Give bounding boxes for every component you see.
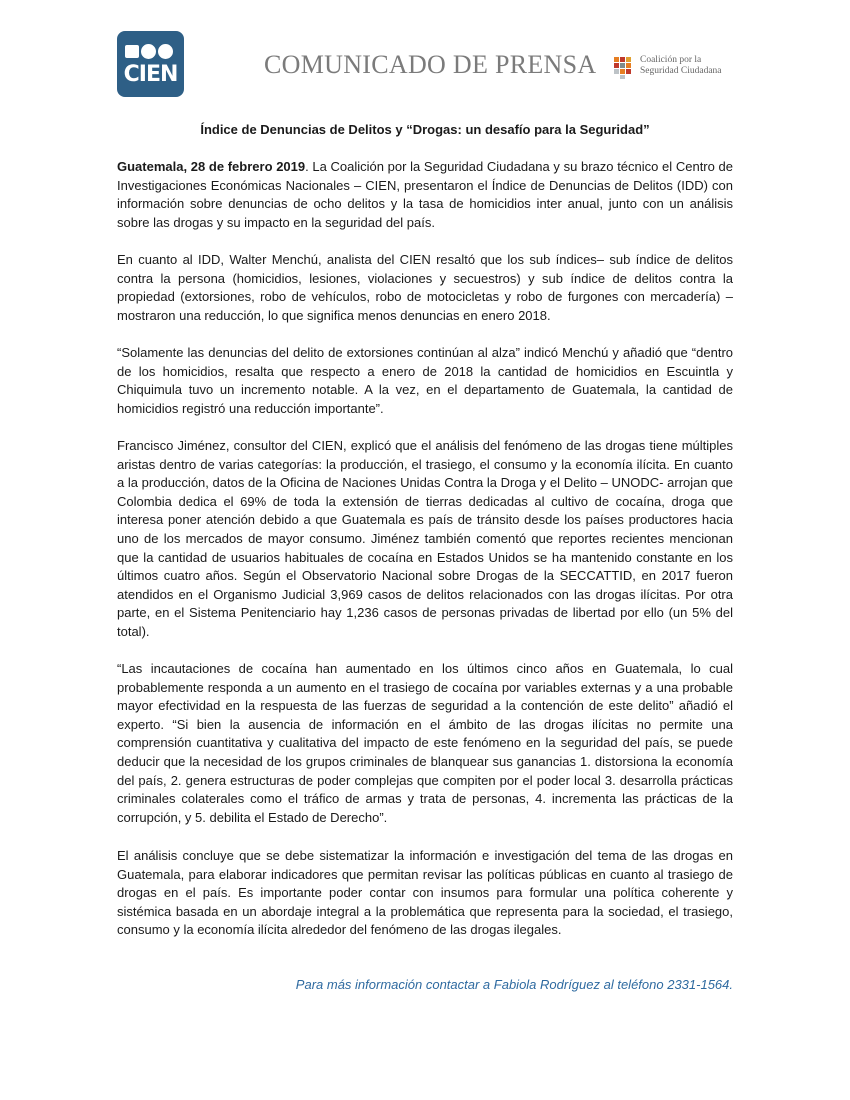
paragraph-1-dateline: Guatemala, 28 de febrero 2019: [117, 159, 306, 174]
cien-logo: [117, 31, 184, 97]
paragraph-1: [117, 158, 733, 232]
cien-logo-mark-icon: [125, 42, 177, 60]
press-release-heading: COMUNICADO DE PRENSA: [264, 50, 597, 79]
coalicion-logo-line2: Seguridad Ciudadana: [640, 66, 722, 76]
paragraph-1-text: . La Coalición por la Seguridad Ciudadana y su brazo técnico el Centro de Investigaciones Económicas Nacionales – CIEN, presentaron el Índice de Denuncias de Delitos (IDD) con información sobre denuncias de ocho delitos y la tasa de homicidios inter anual, junto con un análisis sobre las drogas y su impacto en la seguridad del país.: [117, 159, 733, 230]
paragraph-4: Francisco Jiménez, consultor del CIEN, explicó que el análisis del fenómeno de las drogas tiene múltiples aristas dentro de varias categorías: la producción, el trasiego, el consumo y la economía ilícita. En cuanto a la producción, datos de la Oficina de Naciones Unidas Contra la Droga y el Delito – UNODC- arrojan que Colombia dedica el 69% de toda la extensión de tierras dedicadas al cultivo de cocaína, droga que interesa poner atención debido a que Guatemala es país de tránsito desde los países productores hacia uno de los mercados de mayor consumo. Jiménez también comentó que reportes recientes mencionan que la cantidad de usuarios habituales de cocaína en Estados Unidos se ha mantenido constante en los últimos cuatro años. Según el Observatorio Nacional sobre Drogas de la SECCATTID, en 2017 fueron atendidos en el Organismo Judicial 3,969 casos de delitos relacionados con las drogas ilícitas. Por otra parte, en el Sistema Penitenciario hay 1,236 casos de personas privadas de libertad por ello (un 5% del total).: [117, 438, 733, 639]
paragraph-2: En cuanto al IDD, Walter Menchú, analista del CIEN resaltó que los sub índices– sub índice de delitos contra la persona (homicidios, lesiones, violaciones y secuestros) y sub índice de delitos contra la propiedad (extorsiones, robo de vehículos, robo de motocicletas y robo de furgones con mercadería) – mostraron una reducción, lo que significa menos denuncias en enero 2018.: [117, 252, 733, 323]
coalicion-logo: [612, 52, 732, 82]
paragraph-5: “Las incautaciones de cocaína han aumentado en los últimos cinco años en Guatemala, lo cual probablemente responda a un aumento en el trasiego de cocaína por variables externas y a una probable mayor efectividad en la respuesta de las fuerzas de seguridad a la contención de este delito” añadió el experto. “Si bien la ausencia de información en el ámbito de las drogas ilícitas no permite una comprensión cuantitativa y cualitativa del impacto de este fenómeno en la seguridad del país, se puede deducir que la necesidad de los grupos criminales de blanquear sus ganancias 1. distorsiona la economía del país, 2. genera estructuras de poder complejas que compiten por el poder local 3. desarrolla prácticas criminales colaterales como el tráfico de armas y trata de personas, 4. incrementa las prácticas de la corrupción, y 5. debilita el Estado de Derecho”.: [117, 661, 733, 825]
coalicion-logo-line1: Coalición por la: [640, 55, 702, 65]
paragraph-3: “Solamente las denuncias del delito de extorsiones continúan al alza” indicó Menchú y añadió que “dentro de los homicidios, resalta que respecto a enero de 2018 la cantidad de homicidios en Escuintla y Chiquimula tuvo un incremento notable. A la vez, en el departamento de Guatemala, la cantidad de homicidios registró una reducción importante”.: [117, 345, 733, 416]
document-title: Índice de Denuncias de Delitos y “Drogas: un desafío para la Seguridad”: [200, 122, 650, 137]
contact-line: Para más información contactar a Fabiola Rodríguez al teléfono 2331-1564.: [295, 977, 733, 992]
paragraph-6: El análisis concluye que se debe sistematizar la información e investigación del tema de las drogas en Guatemala, para elaborar indicadores que permitan revisar las políticas públicas en cuanto al trasiego de drogas en el país. Es importante poder contar con insumos para formular una política coherente y sistémica basada en un abordaje integral a la problemática que representa para la sociedad, el trasiego, consumo y la economía ilícita alrededor del fenómeno de las drogas ilegales.: [117, 848, 733, 938]
coalicion-logo-mark-icon: [612, 54, 636, 80]
cien-logo-text: CIEN: [123, 62, 178, 87]
